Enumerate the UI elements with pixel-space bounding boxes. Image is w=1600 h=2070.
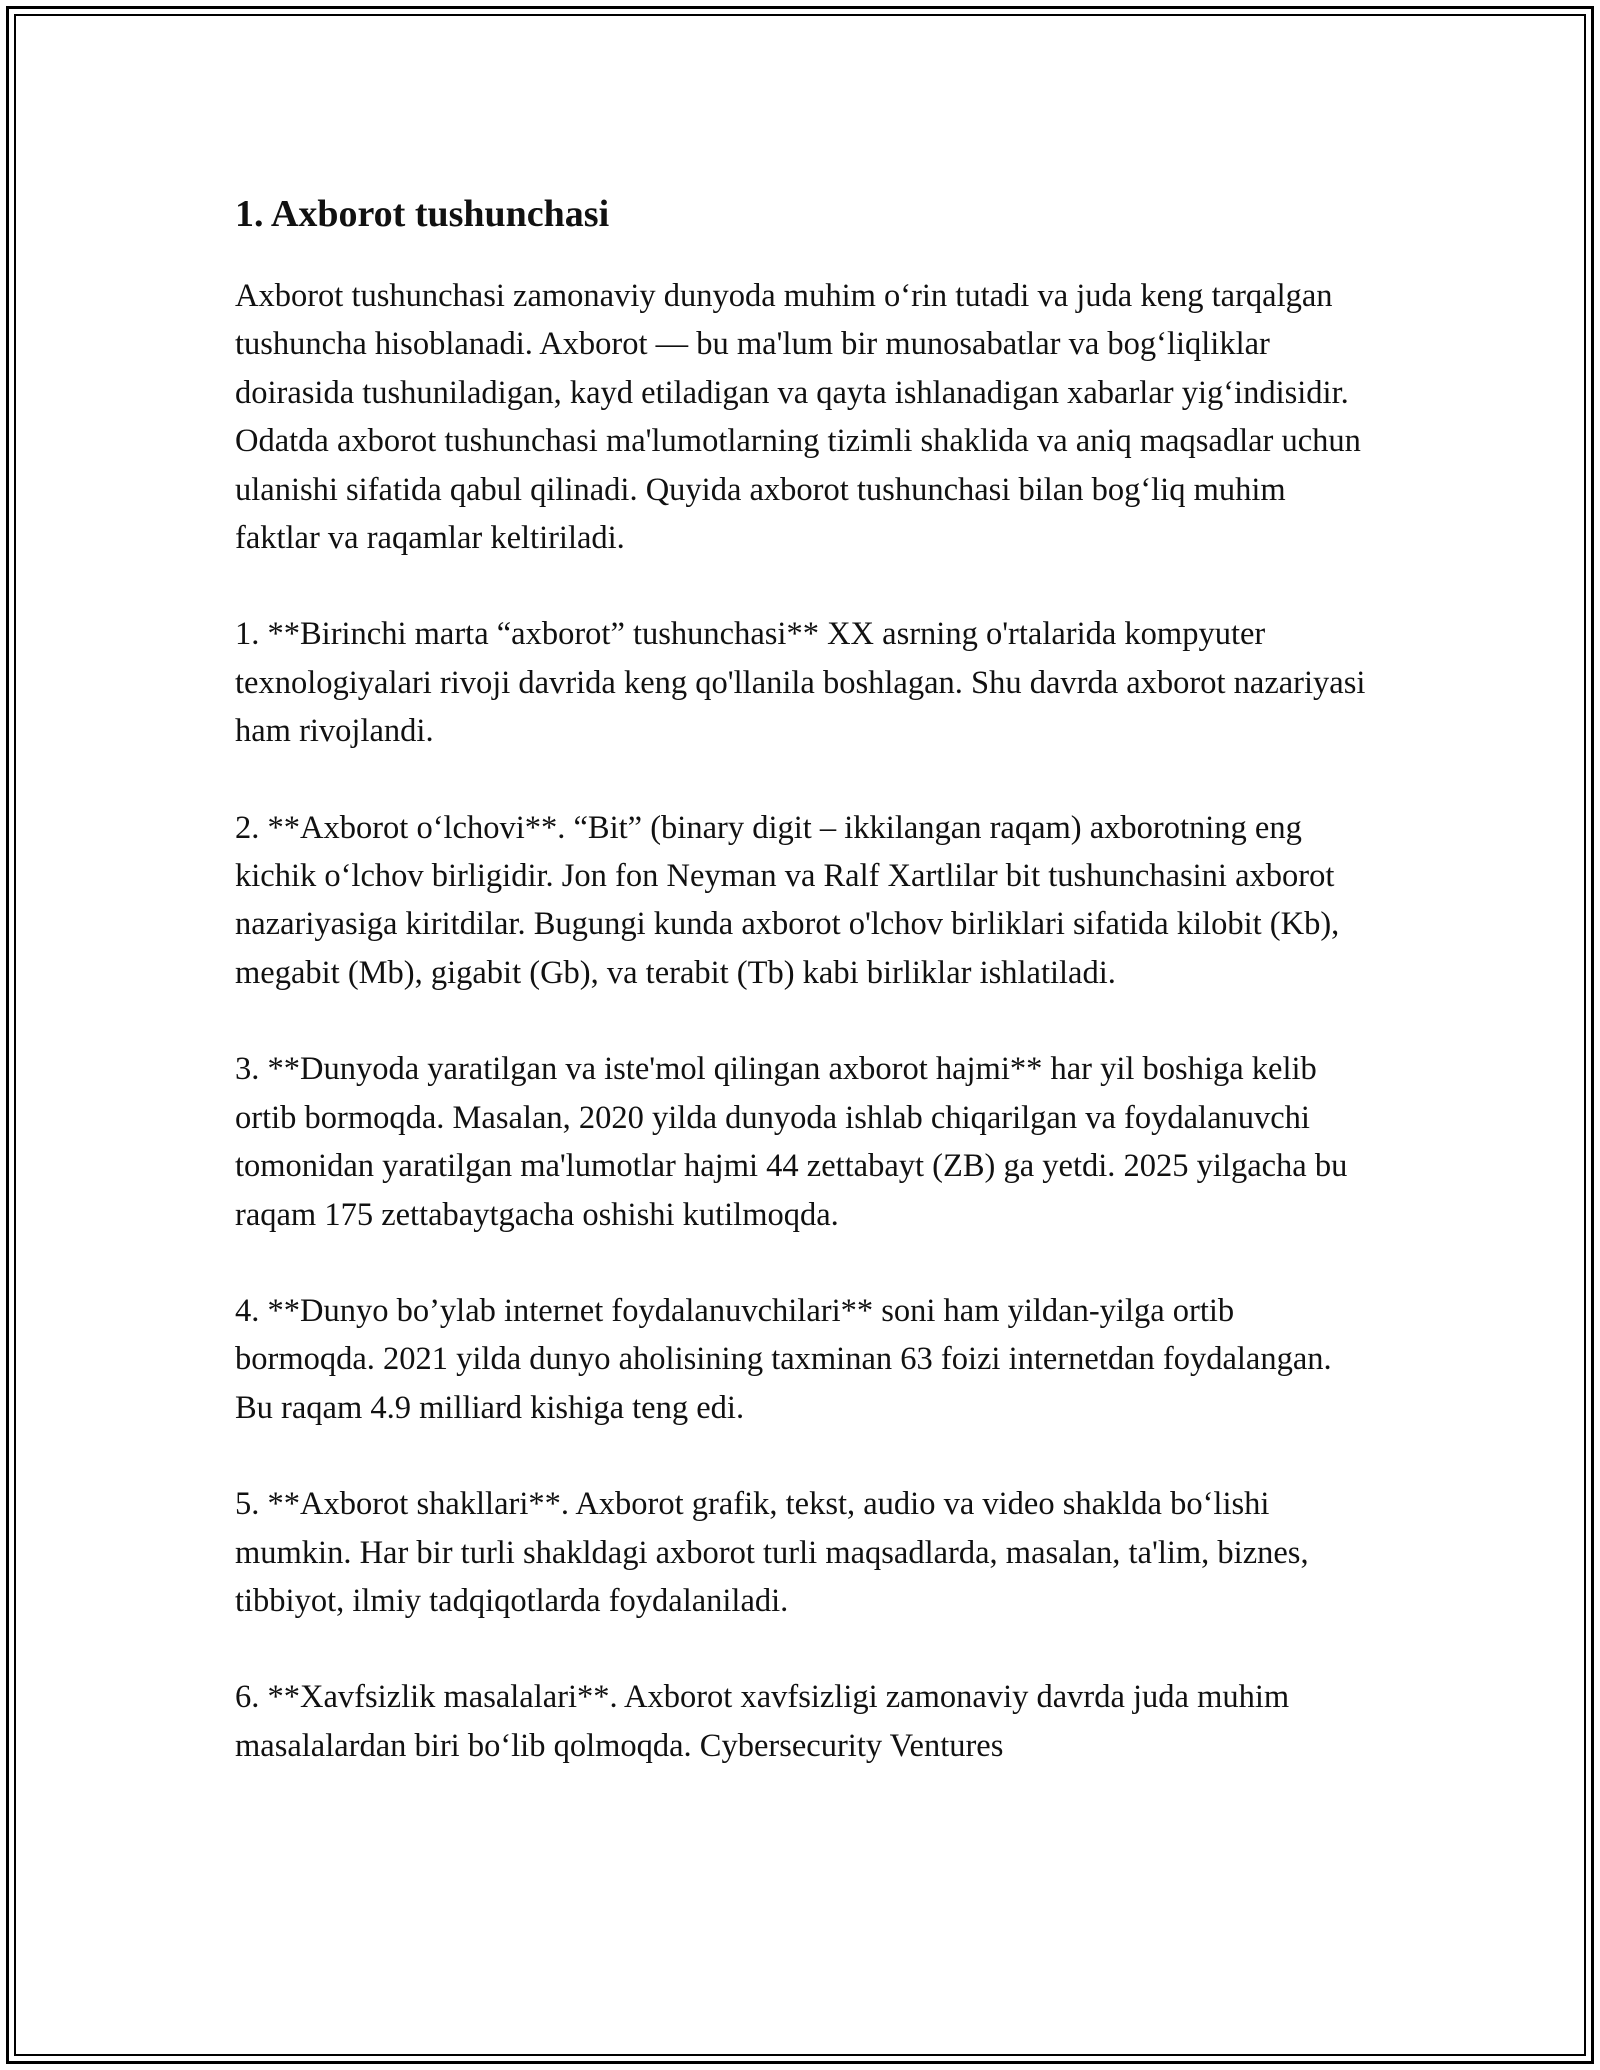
list-item-6: 6. **Xavfsizlik masalalari**. Axborot xavfsizligi zamonaviy davrda juda muhim masalalardan biri bo‘lib qolmoqda. Cybersecurity Ventures bbox=[235, 1679, 1290, 1764]
page-title: 1. Axborot tushunchasi bbox=[235, 193, 610, 235]
list-item-3: 3. **Dunyoda yaratilgan va iste'mol qilingan axborot hajmi** har yil boshiga kelib ortib bormoqda. Masalan, 2020 yilda dunyoda ishlab chiqarilgan va foydalanuvchi tomonidan yaratilgan ma'lumotlar hajmi 44 zettabayt (ZB) ga yetdi. 2025 yilgacha bu raqam 175 zettabaytgacha oshishi kutilmoqda. bbox=[235, 1051, 1348, 1233]
list-item-1: 1. **Birinchi marta “axborot” tushunchasi** XX asrning o'rtalarida kompyuter texnologiyalari rivoji davrida keng qo'llanila boshlagan. Shu davrda axborot nazariyasi ham rivojlandi. bbox=[235, 616, 1366, 750]
list-item-4: 4. **Dunyo bo’ylab internet foydalanuvchilari** soni ham yildan-yilga ortib bormoqda. 2021 yilda dunyo aholisining taxminan 63 foizi internetdan foydalangan. Bu raqam 4.9 milliard kishiga teng edi. bbox=[235, 1292, 1332, 1426]
intro-paragraph: Axborot tushunchasi zamonaviy dunyoda muhim o‘rin tutadi va juda keng tarqalgan tushuncha hisoblanadi. Axborot — bu ma'lum bir munosabatlar va bog‘liqliklar doirasida tushuniladigan, kayd etiladigan va qayta ishlanadigan xabarlar yig‘indisidir. Odatda axborot tushunchasi ma'lumotlarning tizimli shaklida va aniq maqsadlar uchun ulanishi sifatida qabul qilinadi. Quyida axborot tushunchasi bilan bog‘liq muhim faktlar va raqamlar keltiriladi. bbox=[235, 278, 1361, 557]
list-item-5: 5. **Axborot shakllari**. Axborot grafik, tekst, audio va video shaklda bo‘lishi mumkin. Har bir turli shakldagi axborot turli maqsadlarda, masalan, ta'lim, biznes, tibbiyot, ilmiy tadqiqotlarda foydalaniladi. bbox=[235, 1486, 1309, 1619]
document-body bbox=[235, 188, 1375, 1770]
list-item-2: 2. **Axborot o‘lchovi**. “Bit” (binary digit – ikkilangan raqam) axborotning eng kichik o‘lchov birligidir. Jon fon Neyman va Ralf Xartlilar bit tushunchasini axborot nazariyasiga kiritdilar. Bugungi kunda axborot o'lchov birliklari sifatida kilobit (Kb), megabit (Mb), gigabit (Gb), va terabit (Tb) kabi birliklar ishlatiladi. bbox=[235, 809, 1340, 991]
